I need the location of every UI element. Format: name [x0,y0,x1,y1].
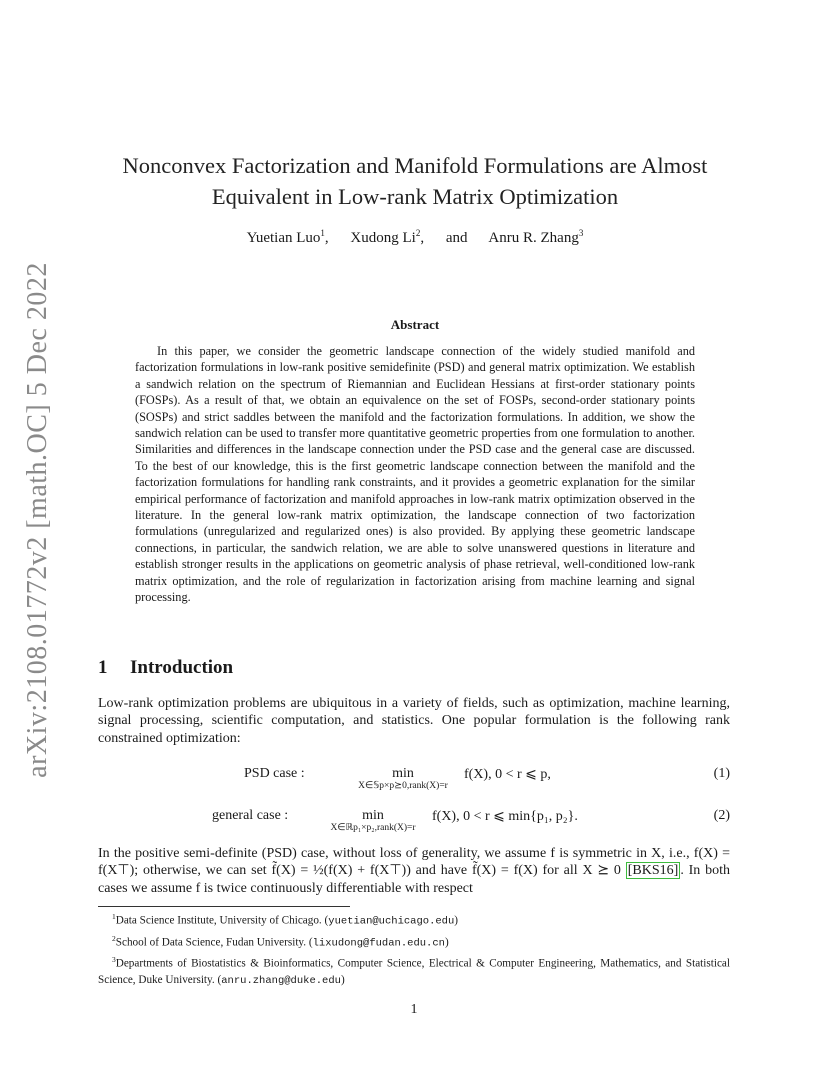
arxiv-side-stamp [14,262,62,778]
author-2: Xudong Li$^2$, [350,228,425,246]
equation-1-expression: f(X), 0 < r ⩽ p, [464,767,551,782]
equation-2-operator: min X∈ℝp₁×p₂,rank(X)=r [330,808,416,833]
equation-2-expression: f(X), 0 < r ⩽ min{p₁, p₂}. [432,809,578,824]
footnote-1: $^1$Data Science Institute, University of Chicago. (yuetian@uchicago.edu) [112,912,459,928]
author-3: Anru R. Zhang$^3$ [488,228,584,246]
section-title: Introduction [130,657,234,678]
abstract-heading: Abstract [390,317,440,332]
equation-1-operator: min X∈𝕊p×p⪰0,rank(X)=r [358,766,448,791]
email-link[interactable]: yuetian@uchicago.edu [328,915,455,928]
paper-title [100,150,730,212]
equation-1-label: PSD case : [244,766,305,781]
title-line-1: Nonconvex Factorization and Manifold Formulations are Almost [122,153,708,178]
author-conjunction: and [445,230,468,246]
section-heading [98,657,233,679]
footnote-3: $^3$Departments of Biostatistics & Bioinformatics, Computer Science, Electrical & Computer Engineering, Mathematics, and Statistical Science, Duke University. (anru.zhang@duke.edu) [98,955,730,987]
intro-paragraph: Low-rank optimization problems are ubiquitous in a variety of fields, such as optimization, machine learning, signal processing, scientific computation, and statistics. One popular formulation is the following rank constrained optimization: [98,696,730,746]
body-paragraph: In the positive semi-definite (PSD) case, without loss of generality, we assume f is symmetric in X, i.e., f(X) = f(X⊤); otherwise, we can set f̃(X) = ½(f(X) + f(X⊤)) and have f̃(X) = f(X) for all X ⪰ 0 [BKS16] . In both cases we assume f is twice continuously differentiable with respect [98,846,730,896]
page-number: 1 [410,1002,418,1017]
equation-2 [98,806,730,840]
citation-link[interactable]: [BKS16] [627,863,679,879]
author-1: Yuetian Luo$^1$, [246,228,329,246]
footnote-2: $^2$School of Data Science, Fudan University. (lixudong@fudan.edu.cn) [112,933,449,950]
footnotes [98,909,730,989]
equation-2-label: general case : [212,808,289,823]
arxiv-identifier[interactable]: arXiv:2108.01772v2 [math.OC] 5 Dec 2022 [22,262,53,778]
email-link[interactable]: lixudong@fudan.edu.cn [312,937,445,950]
title-line-2: Equivalent in Low-rank Matrix Optimization [211,184,619,209]
email-link[interactable]: anru.zhang@duke.edu [221,974,341,987]
section-number: 1 [98,657,108,678]
equation-2-tag: (2) [713,808,730,823]
equation-1 [98,764,730,798]
equation-1-tag: (1) [713,766,730,781]
abstract-body: In this paper, we consider the geometric landscape connection of the widely studied manifold and factorization formulations in low-rank positive semidefinite (PSD) and general matrix optimization. We establish a sandwich relation on the spectrum of Riemannian and Euclidean Hessians at first-order stationary points (FOSPs). As a result of that, we obtain an equivalence on the set of FOSPs, second-order stationary points (SOSPs) and strict saddles between the manifold and the factorization formulations. In addition, we show the sandwich relation can be used to transfer more quantitative geometric properties from one formulation to another. Similarities and differences in the landscape connection under the PSD case and the general case are discussed. To the best of our knowledge, this is the first geometric landscape connection between the manifold and the factorization formulations for handling rank constraints, and it provides a geometric explanation for the similar empirical performance of factorization and manifold approaches in low-rank matrix optimization observed in the literature. In the general low-rank matrix optimization, the landscape connection of two factorization formulations (unregularized and regularized ones) is also provided. By applying these geometric landscape connections, in particular, the sandwich relation, we are able to solve unanswered questions in literature and establish stronger results in the applications on geometric analysis of phase retrieval, well-conditioned low-rank matrix optimization, and the role of regularization in factorization arising from machine learning and signal processing. [135,344,695,605]
footnote-rule [98,906,350,907]
author-list [100,228,730,247]
